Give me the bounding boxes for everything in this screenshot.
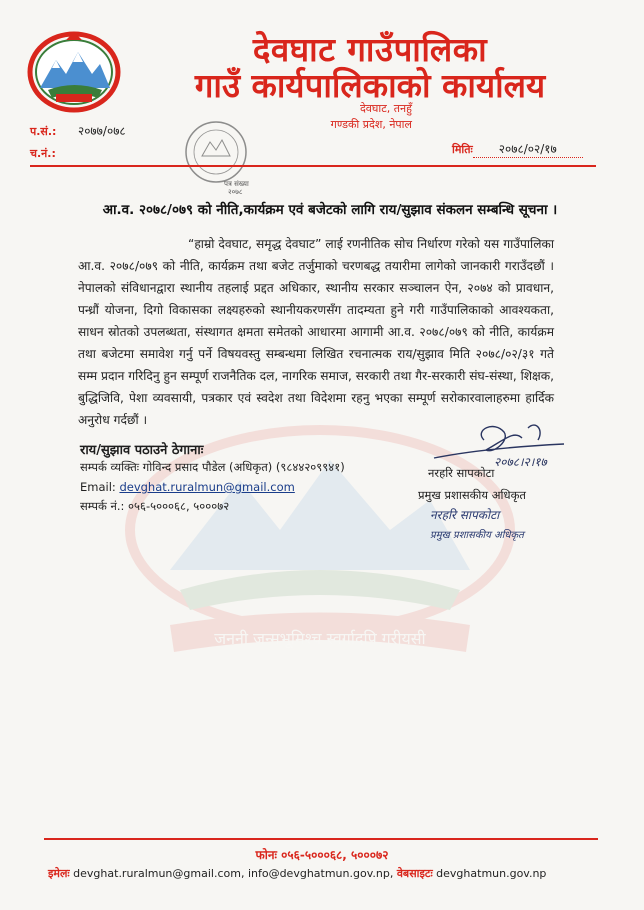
address-block bbox=[262, 101, 412, 133]
footer-emails[interactable]: devghat.ruralmun@gmail.com, info@devghatmun.gov.np, bbox=[73, 867, 394, 880]
nepal-emblem-icon bbox=[26, 28, 122, 114]
date-label: मितिः bbox=[452, 143, 473, 156]
footer-contacts bbox=[48, 866, 608, 881]
seal-title: प्रमुख प्रशासकीय अधिकृत bbox=[430, 530, 524, 541]
signatory-title: प्रमुख प्रशासकीय अधिकृत bbox=[418, 488, 526, 502]
signature-date: २०७८।२।१७ bbox=[494, 455, 547, 469]
footer-phone bbox=[0, 846, 644, 863]
footer-phone-value: ०५६-५०००६८, ५०००७२ bbox=[281, 848, 389, 862]
office-title: गाउँ कार्यपालिकाको कार्यालय bbox=[194, 66, 546, 105]
notice-subject: आ.व. २०७८/०७९ को नीति,कार्यक्रम एवं बजेटको लागि राय/सुझाव संकलन सम्बन्धि सूचना । bbox=[102, 202, 558, 218]
dispatch-number bbox=[30, 146, 56, 161]
footer-divider bbox=[44, 838, 598, 840]
date-value: २०७८/०२/१७ bbox=[473, 140, 583, 158]
contact-email-row bbox=[80, 480, 295, 494]
date-field bbox=[452, 140, 583, 158]
stamp-text-1: पत्र संख्या bbox=[224, 180, 249, 188]
contact-email-label: Email: bbox=[80, 480, 120, 494]
stamp-text-2: २०७८ bbox=[228, 188, 243, 196]
header-divider bbox=[30, 165, 596, 167]
dispatch-stamp-icon bbox=[172, 112, 272, 196]
reference-number bbox=[30, 122, 126, 139]
dispatch-label: च.नं.: bbox=[30, 147, 56, 160]
footer-website-label: वेबसाइटः bbox=[396, 867, 433, 880]
footer-phone-label: फोनः bbox=[255, 848, 277, 862]
contact-email-link[interactable]: devghat.ruralmun@gmail.com bbox=[119, 480, 295, 494]
reference-value: २०७७/०७८ bbox=[77, 124, 126, 138]
notice-body-text: “हाम्रो देवघाट, समृद्ध देवघाट” लाई रणनीतिक सोच निर्धारण गरेको यस गाउँपालिका आ.व. २०७८/०७९ को नीति, कार्यक्रम तथा बजेट तर्जुमाको चरणबद्ध तयारीमा लागेको जानकारी गराउँदछौं । नेपालको संविधानद्वारा स्थानीय तहलाई प्रद्दत अधिकार, स्थानीय सरकार सञ्चालन ऐन, २०७४ को प्रावधान, पन्ध्रौं योजना, दिगो विकासका लक्ष्यहरुको स्थानीयकरणसँग तादम्यता हुने गरी गाउँपालिकाको आवश्यकता, साधन स्रोतको उपलब्धता, संस्थागत क्षमता समेतको आधारमा आगामी आ.व. २०७८/०७९ को नीति, कार्यक्रम तथा बजेटमा समावेश गर्नु पर्ने विषयवस्तु सम्बन्धमा लिखित रचनात्मक राय/सुझाव मिति २०७८/०२/३१ गते सम्म प्रदान गरिदिनु हुन सम्पूर्ण राजनैतिक दल, नागरिक समाज, सरकारी तथा गैर-सरकारी संघ-संस्था, शिक्षक, बुद्धिजिवि, पेशा व्यवसायी, पत्रकार एवं स्वदेश तथा विदेशमा रहनु भएका सम्पूर्ण सरोकारवालाहरुमा हार्दिक अनुरोध गर्दछौं । bbox=[78, 237, 554, 427]
signatory-name: नरहरि सापकोटा bbox=[428, 466, 495, 480]
contact-phone: सम्पर्क नं.: ०५६-५०००६८, ५०००७२ bbox=[80, 499, 230, 513]
seal-name: नरहरि सापकोटा bbox=[430, 508, 500, 522]
address-line-2: गण्डकी प्रदेश, नेपाल bbox=[330, 118, 412, 131]
contact-person: सम्पर्क व्यक्तिः गोविन्द प्रसाद पौडेल (अधिकृत) (९८४४२०९९४१) bbox=[80, 460, 345, 474]
footer-email-label: इमेलः bbox=[48, 867, 70, 880]
municipality-title: देवघाट गाउँपालिका bbox=[252, 30, 488, 69]
contact-heading: राय/सुझाव पठाउने ठेगानाः bbox=[80, 443, 204, 458]
watermark-motto: जननी जन्मभूमिश्च स्वर्गादपि गरीयसी bbox=[214, 629, 426, 648]
footer-website[interactable]: devghatmun.gov.np bbox=[436, 867, 547, 880]
notice-body bbox=[78, 233, 554, 431]
reference-label: प.सं.: bbox=[30, 125, 57, 138]
address-line-1: देवघाट, तनहुँ bbox=[359, 102, 412, 115]
